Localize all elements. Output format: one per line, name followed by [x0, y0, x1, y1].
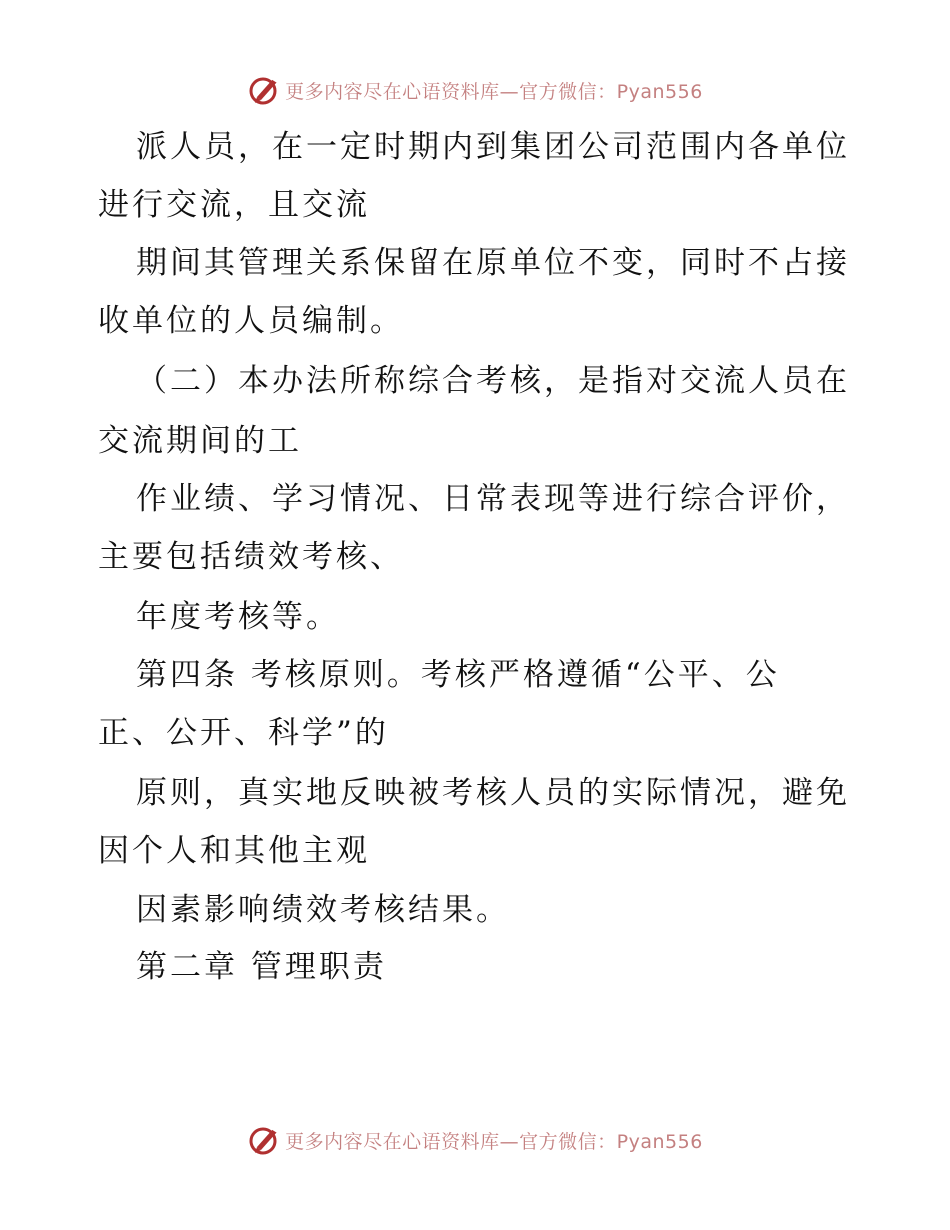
section-heading: 第二章 管理职责: [136, 949, 387, 985]
watermark-text: 更多内容尽在心语资料库—官方微信：Pyan556: [285, 1130, 703, 1153]
paragraph-line: 原则，真实地反映被考核人员的实际情况，避免: [136, 775, 850, 811]
paragraph-line: 正、公开、科学”的: [98, 715, 389, 751]
paragraph-line: 年度考核等。: [136, 599, 340, 635]
paragraph-line: 期间其管理关系保留在原单位不变，同时不占接: [136, 245, 850, 281]
paragraph-line: 第四条 考核原则。考核严格遵循“公平、公: [136, 657, 780, 693]
paragraph-line: 因素影响绩效考核结果。: [136, 892, 510, 928]
paragraph-line: （二）本办法所称综合考核，是指对交流人员在: [136, 363, 850, 399]
paragraph-line: 作业绩、学习情况、日常表现等进行综合评价，: [136, 481, 850, 517]
paragraph-line: 进行交流，且交流: [98, 187, 370, 223]
pen-on-circle-icon: [247, 1123, 281, 1157]
paragraph-line: 派人员，在一定时期内到集团公司范围内各单位: [136, 129, 850, 165]
footer-watermark: [0, 1120, 950, 1160]
paragraph-line: 收单位的人员编制。: [98, 303, 404, 339]
paragraph-line: 交流期间的工: [98, 423, 302, 459]
paragraph-line: 因个人和其他主观: [98, 833, 370, 869]
paragraph-line: 主要包括绩效考核、: [98, 539, 404, 575]
watermark-text: 更多内容尽在心语资料库—官方微信：Pyan556: [285, 80, 703, 103]
